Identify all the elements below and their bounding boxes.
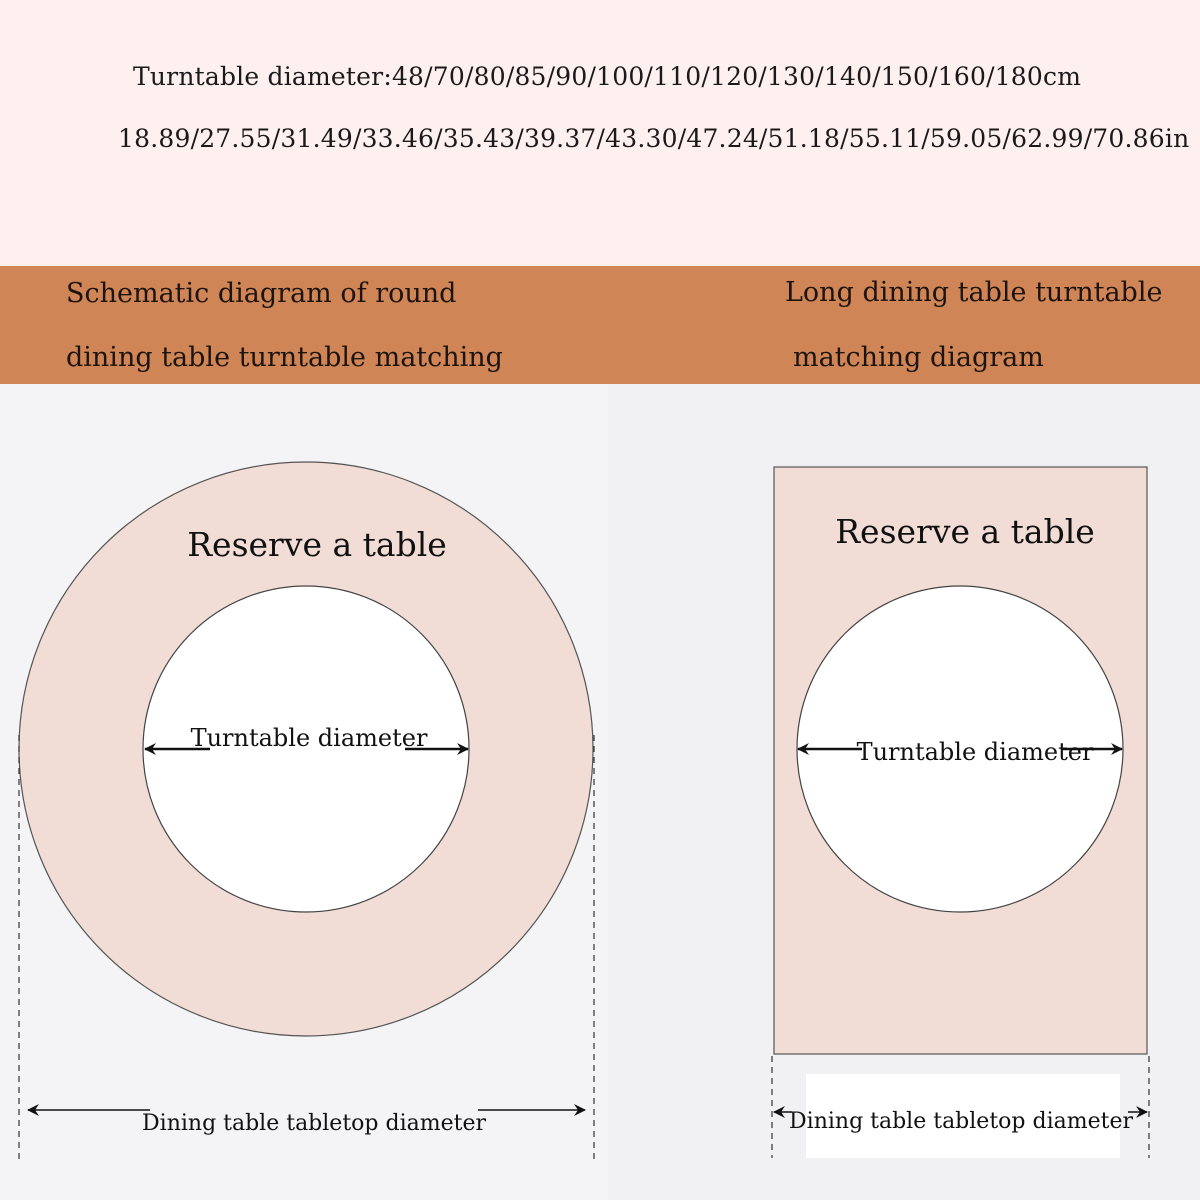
turntable-diameter-in-line: 18.89/27.55/31.49/33.46/35.43/39.37/43.30/47.24/51.18/55.11/59.05/62.99/70.86in	[118, 124, 1190, 153]
long-tabletop-label: Dining table tabletop diameter	[789, 1109, 1133, 1134]
long-heading-line2: matching diagram	[793, 342, 1044, 373]
long-reserve-label: Reserve a table	[835, 512, 1095, 551]
round-heading-line1: Schematic diagram of round	[66, 278, 457, 309]
round-turntable-label: Turntable diameter	[190, 724, 428, 752]
round-reserve-label: Reserve a table	[187, 525, 447, 564]
round-table-diagram	[19, 462, 594, 1160]
long-table-diagram	[772, 467, 1149, 1158]
round-heading-line2: dining table turntable matching	[66, 342, 503, 373]
turntable-diameter-cm-line: Turntable diameter:48/70/80/85/90/100/110/120/130/140/150/160/180cm	[133, 62, 1082, 91]
round-tabletop-label: Dining table tabletop diameter	[142, 1111, 486, 1136]
long-heading-line1: Long dining table turntable	[785, 277, 1163, 308]
long-turntable-label: Turntable diameter	[856, 738, 1094, 766]
